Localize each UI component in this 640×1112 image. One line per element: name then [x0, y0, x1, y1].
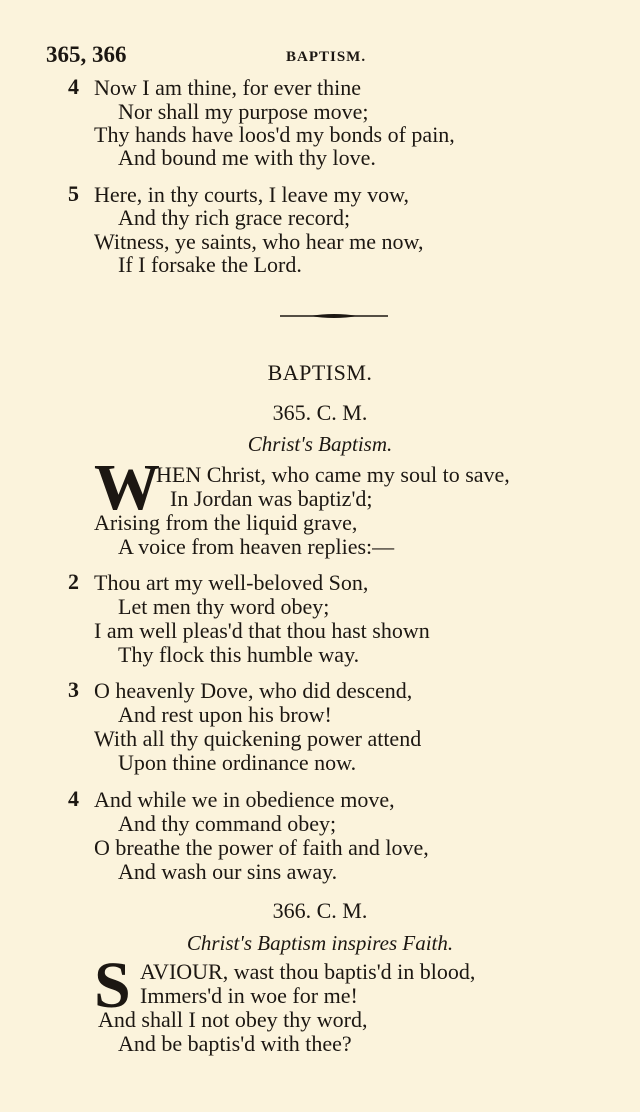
verse-line: Thou art my well-beloved Son, [94, 570, 369, 595]
section-divider [280, 312, 388, 320]
verse-number: 4 [68, 74, 79, 99]
verse-number: 4 [68, 786, 79, 811]
hymn-366-heading: 366. C. M. [272, 898, 368, 923]
hymn-366-subtitle: Christ's Baptism inspires Faith. [186, 931, 454, 955]
verse-line: If I forsake the Lord. [118, 252, 302, 277]
verse-line: Immers'd in woe for me! [140, 983, 358, 1008]
verse-line: And bound me with thy love. [118, 145, 376, 170]
hymn-365-subtitle: Christ's Baptism. [247, 432, 393, 456]
verse-line: Upon thine ordinance now. [118, 750, 357, 775]
verse-line: And wash our sins away. [118, 859, 338, 884]
verse-line: I am well pleas'd that thou hast shown [94, 618, 430, 643]
section-title: BAPTISM. [267, 360, 373, 385]
verse-line: Here, in thy courts, I leave my vow, [94, 182, 410, 207]
verse-line: Now I am thine, for ever thine [94, 75, 361, 100]
verse-number: 3 [68, 677, 79, 702]
verse-line: Let men thy word obey; [118, 594, 330, 619]
verse-line: Witness, ye saints, who hear me now, [94, 229, 424, 254]
page-numbers: 365, 366 [46, 42, 127, 67]
verse-line: HEN Christ, who came my soul to save, [156, 462, 510, 487]
hymn-365-heading: 365. C. M. [272, 400, 368, 425]
page-header [46, 42, 600, 72]
verse-line: Thy flock this humble way. [118, 642, 360, 667]
verse-line: Nor shall my purpose move; [118, 99, 369, 124]
verse-line: AVIOUR, wast thou baptis'd in blood, [140, 959, 476, 984]
verse-line: Thy hands have loos'd my bonds of pain, [94, 122, 455, 147]
verse-line: O breathe the power of faith and love, [94, 835, 429, 860]
verse-line: And while we in obedience move, [94, 787, 395, 812]
verse-line: And be baptis'd with thee? [118, 1031, 352, 1056]
verse-line: Arising from the liquid grave, [94, 510, 358, 535]
drop-cap: W [94, 451, 160, 524]
verse-number: 2 [68, 569, 79, 594]
verse-line: And rest upon his brow! [118, 702, 332, 727]
verse-number: 5 [68, 181, 79, 206]
verse-line: O heavenly Dove, who did descend, [94, 678, 413, 703]
verse-line: And thy command obey; [118, 811, 337, 836]
verse-line: In Jordan was baptiz'd; [170, 486, 373, 511]
verse-line: With all thy quickening power attend [94, 726, 422, 751]
verse-line: A voice from heaven replies:— [118, 534, 395, 559]
verse-line: And shall I not obey thy word, [98, 1007, 368, 1032]
verse-line: And thy rich grace record; [118, 205, 351, 230]
drop-cap: S [94, 949, 131, 1022]
running-title: BAPTISM. [286, 49, 367, 65]
